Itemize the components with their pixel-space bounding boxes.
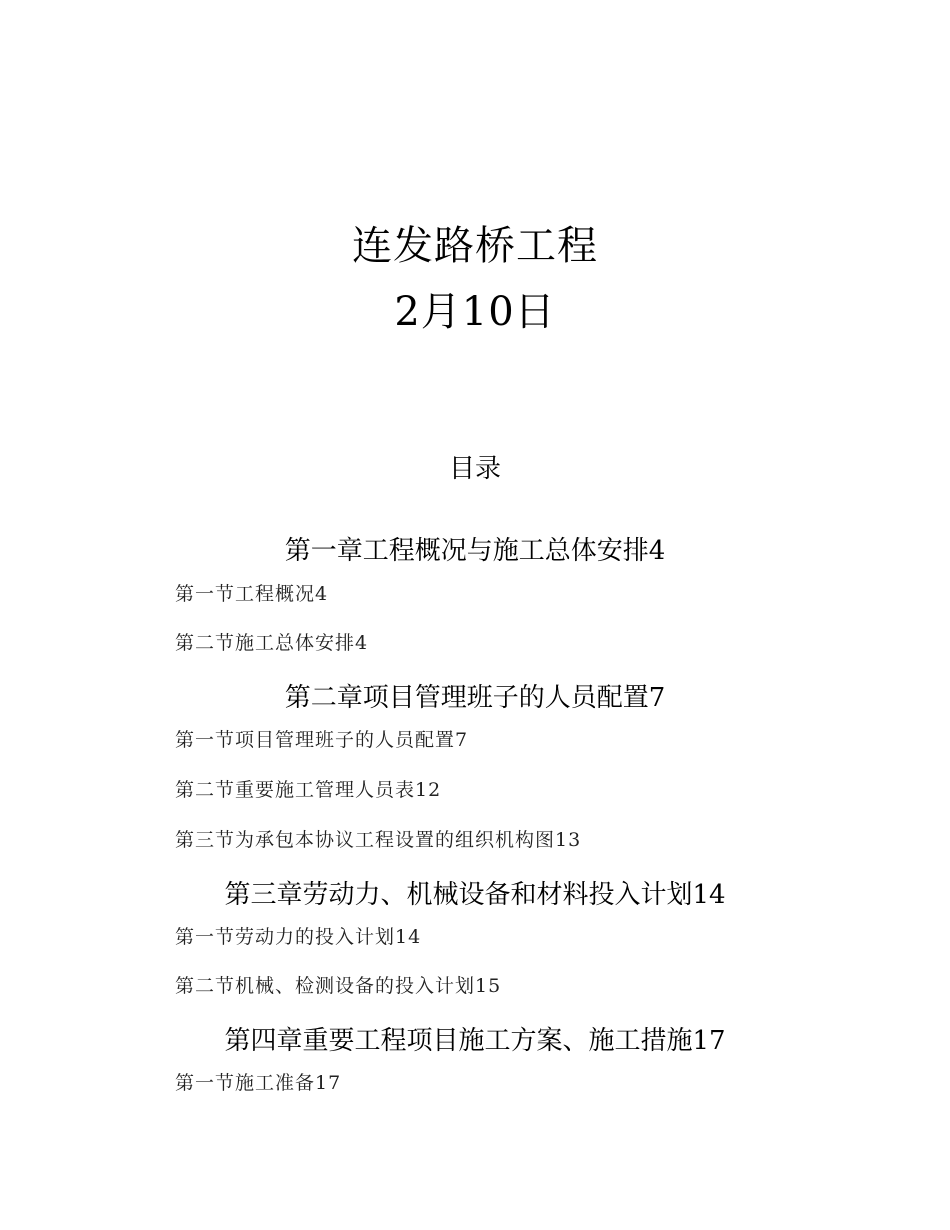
- toc-section-2-3[interactable]: 第三节为承包本协议工程设置的组织机构图13: [175, 829, 582, 851]
- toc-chapter-4[interactable]: 第四章重要工程项目施工方案、施工措施17: [224, 1026, 726, 1056]
- document-title: 连发路桥工程: [352, 223, 598, 269]
- document-date: 2月10日: [394, 289, 556, 335]
- toc-section-3-1[interactable]: 第一节劳动力的投入计划14: [175, 926, 422, 948]
- toc-section-2-2[interactable]: 第二节重要施工管理人员表12: [175, 779, 442, 801]
- toc-section-3-2[interactable]: 第二节机械、检测设备的投入计划15: [175, 975, 502, 997]
- toc-chapter-2[interactable]: 第二章项目管理班子的人员配置7: [284, 683, 666, 713]
- toc-section-1-1[interactable]: 第一节工程概况4: [175, 583, 329, 605]
- toc-section-2-1[interactable]: 第一节项目管理班子的人员配置7: [175, 729, 469, 751]
- toc-chapter-3[interactable]: 第三章劳动力、机械设备和材料投入计划14: [224, 880, 726, 910]
- toc-chapter-1[interactable]: 第一章工程概况与施工总体安排4: [284, 536, 666, 566]
- toc-heading: 目录: [448, 454, 501, 484]
- toc-section-4-1[interactable]: 第一节施工准备17: [175, 1072, 342, 1094]
- toc-section-1-2[interactable]: 第二节施工总体安排4: [175, 632, 369, 654]
